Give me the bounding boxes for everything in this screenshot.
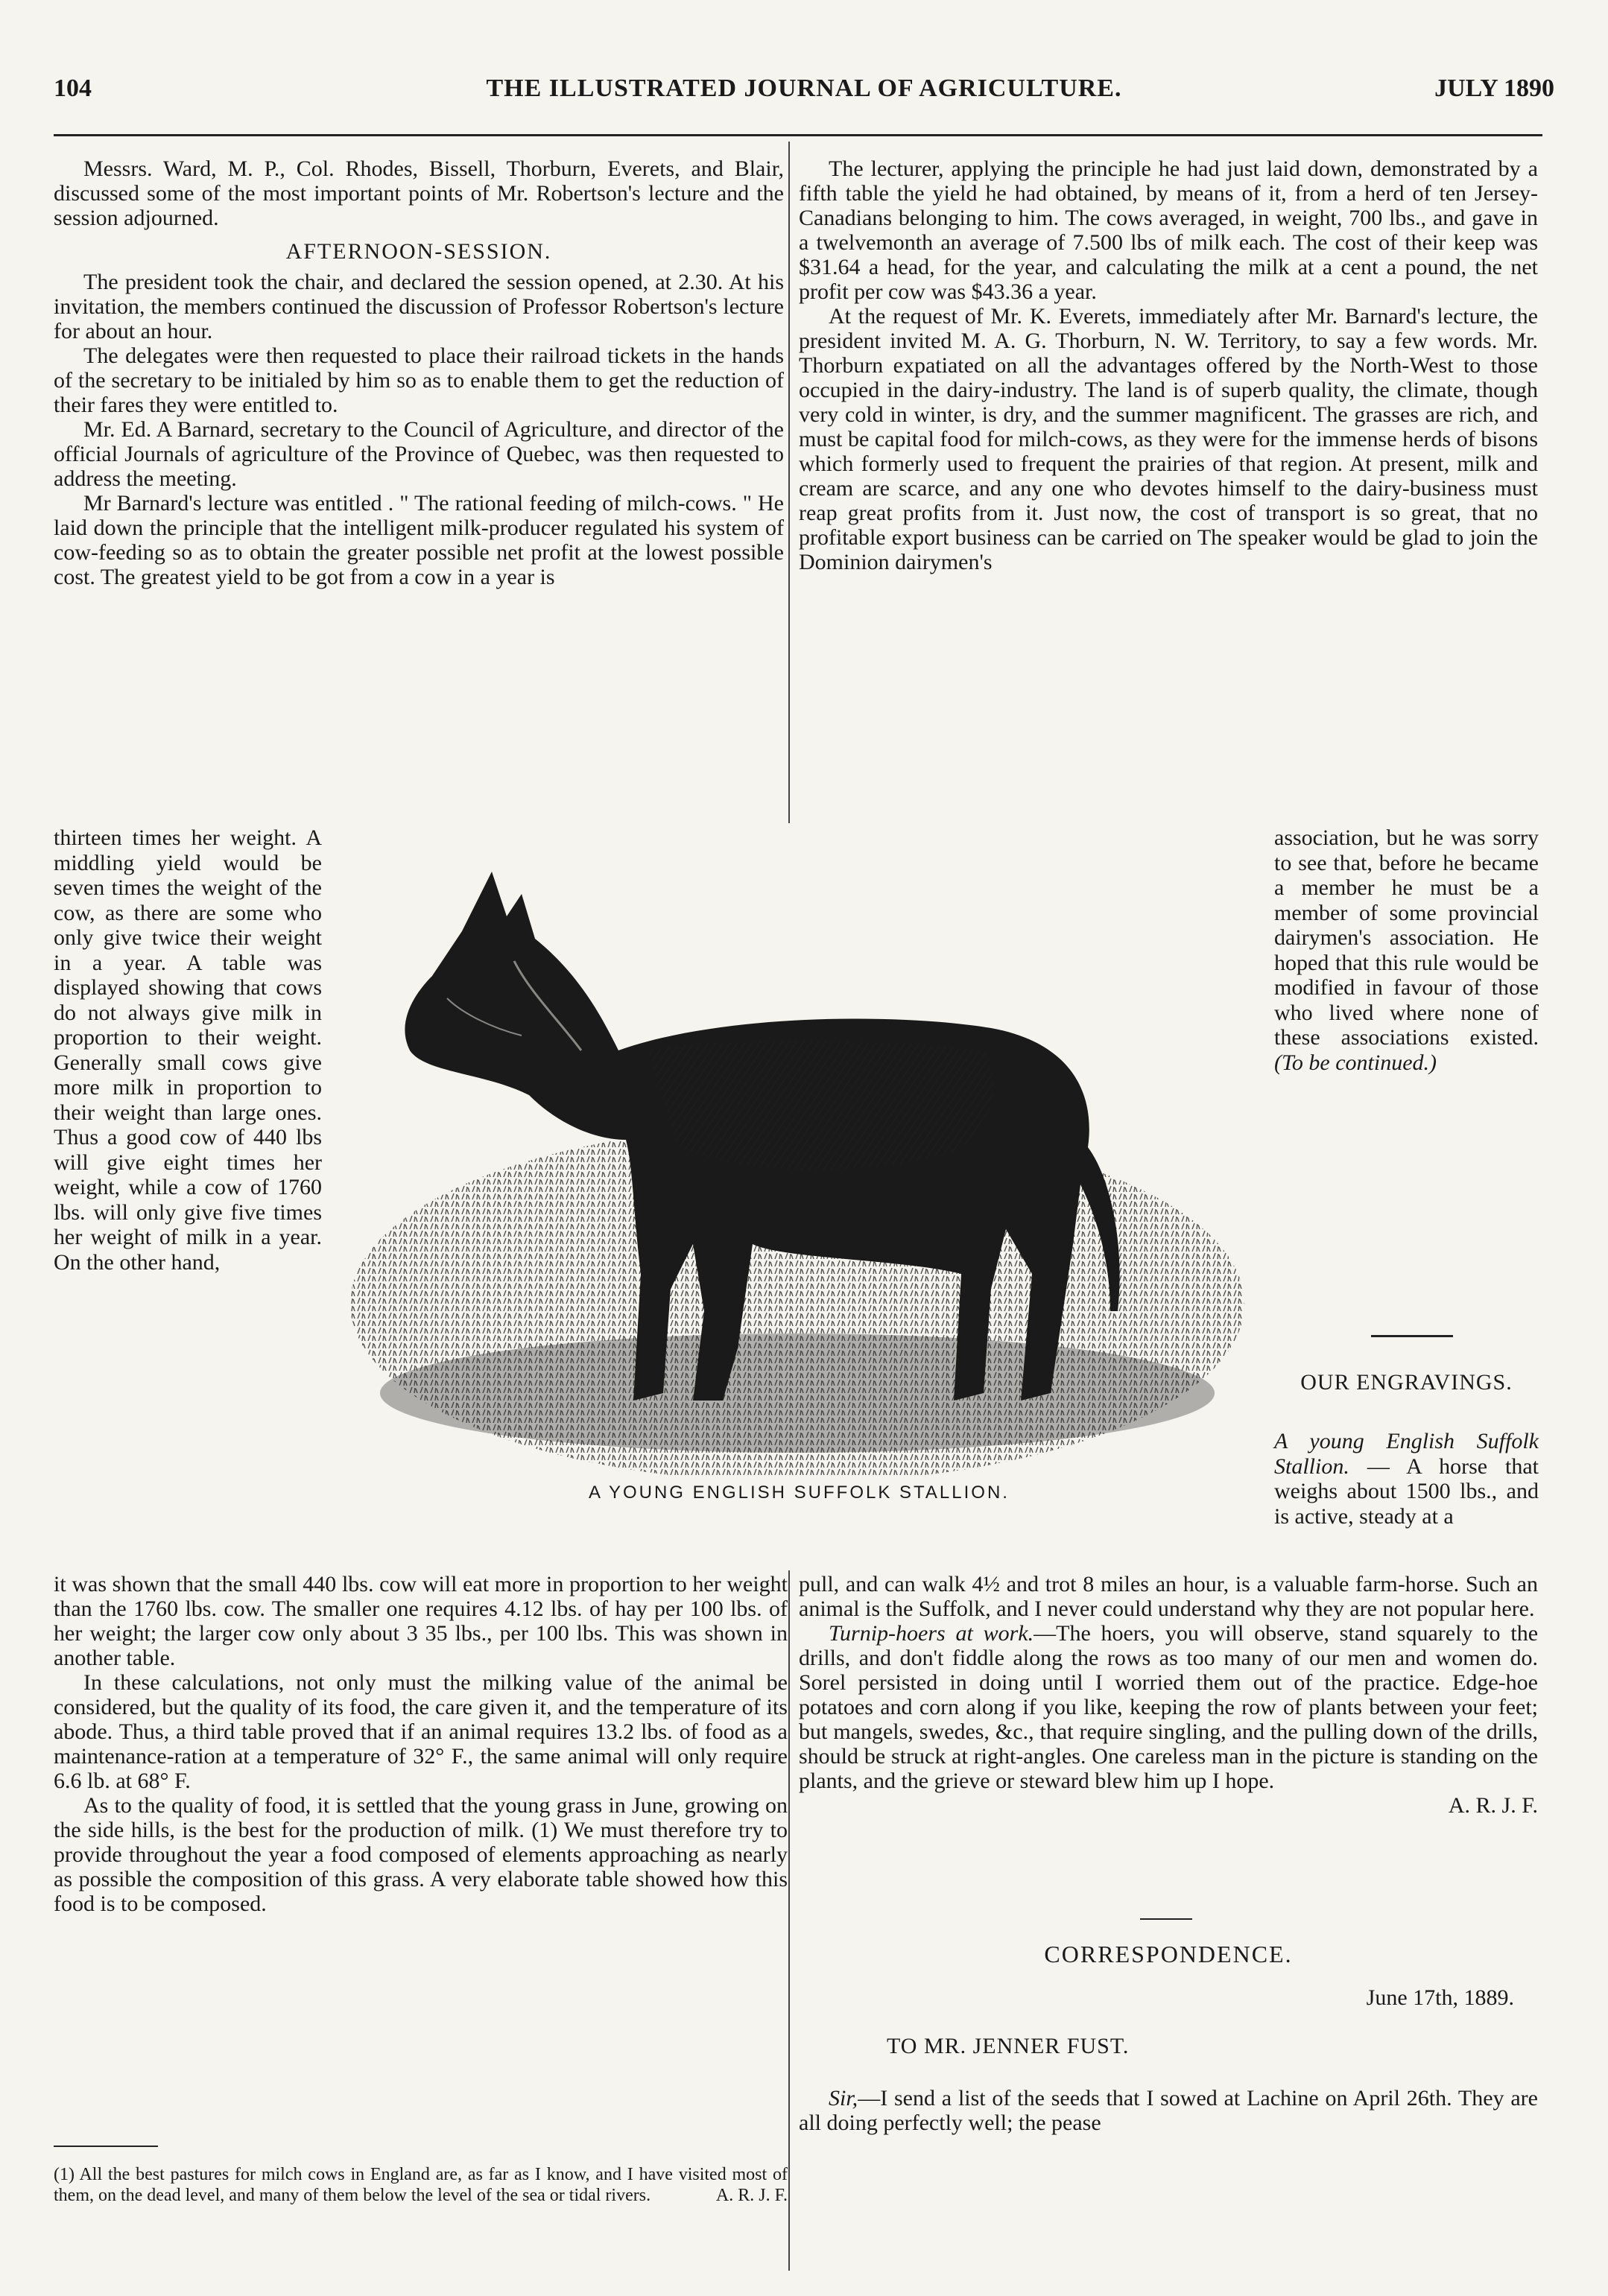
letter-text: —I send a list of the seeds that I sowed at Lachine on April 26th. They are all doing perfectly well; the pease <box>799 2086 1538 2135</box>
engraving-title: A young English Suffolk Stallion. <box>1274 1429 1539 1479</box>
paragraph: In these calculations, not only must the milking value of the animal be considered, but the quality of its food, the care given it, and the temperature of its abode. Thus, a third table proved that if an animal requires 13.2 lbs. of food as a maintenance-ration at a temperature of 32° F., the same animal will only require 6.6 lb. at 68° F. <box>54 1670 788 1793</box>
letter-body <box>799 2086 1538 2135</box>
correspondence-heading: CORRESPONDENCE. <box>1044 1941 1293 1967</box>
article-text: —The hoers, you will observe, stand squarely to the drills, and don't fiddle along the rows as too many of our men and women do. Sorel persisted in doing until I worried them out of the practice. Edge-hoe potatoes and corn along if you like, keeping the row of plants between your feet; but mangels, swedes, &c., that require singling, and the pulling down of the drills, should be struck at right-angles. One careless man in the picture is standing on the plants, and the grieve or steward blew him up I hope. <box>799 1621 1539 1793</box>
paragraph: Mr Barnard's lecture was entitled . " The rational feeding of milch-cows. " He laid down the principle that the intelligent milk-producer regulated his system of cow-feeding so as to obtain the greater possible net profit at the lowest possible cost. The greatest yield to be got from a cow in a year is <box>54 491 784 589</box>
paragraph: pull, and can walk 4½ and trot 8 miles an hour, is a valuable farm-horse. Such an animal is the Suffolk, and I never could understand why they are not popular here. <box>799 1572 1538 1621</box>
journal-title: THE ILLUSTRATED JOURNAL OF AGRICULTURE. <box>486 74 1122 102</box>
running-header <box>54 74 1554 119</box>
paragraph: Messrs. Ward, M. P., Col. Rhodes, Bissell, Thorburn, Everets, and Blair, discussed some of the most important points of Mr. Robertson's lecture and the session adjourned. <box>54 156 784 230</box>
paragraph: The delegates were then requested to place their railroad tickets in the hands of the secretary to be initialed by him so as to enable them to get the reduction of their fares they were entitled to. <box>54 343 784 417</box>
suffolk-stallion-engraving <box>335 827 1263 1475</box>
our-engravings-text <box>1274 1429 1539 1529</box>
footnote-text: (1) All the best pastures for milch cows in England are, as far as I know, and I have visited most of them, on the dead level, and many of them below the level of the sea or tidal rivers. <box>54 2165 788 2205</box>
section-heading: AFTERNOON-SESSION. <box>285 239 552 264</box>
paragraph: At the request of Mr. K. Everets, immediately after Mr. Barnard's lecture, the president invited M. A. G. Thorburn, N. W. Territory, to say a few words. Mr. Thorburn expatiated on all the advantages offered by the North-West to those occupied in the dairy-industry. The land is of superb quality, the climate, though very cold in winter, is dry, and the summer magnificent. The grasses are rich, and must be capital food for milch-cows, as they were for the immense herds of bisons which formerly used to frequent the prairies of that region. At present, milk and cream are scarce, and any one who devotes himself to the dairy-business must reap great profits from it. Just now, the cost of transport is so great, that no profitable export business can be carried on The speaker would be glad to join the Dominion dairymen's <box>799 304 1538 574</box>
engraving-description: — A horse that weighs about 1500 lbs., and is active, steady at a <box>1274 1453 1539 1529</box>
footnote-rule <box>54 2146 158 2147</box>
left-column <box>54 156 784 589</box>
section-rule <box>1140 1918 1192 1920</box>
paragraph <box>799 2086 1538 2135</box>
bottom-left-column <box>54 1572 788 1916</box>
article-title: Turnip-hoers at work. <box>829 1621 1034 1646</box>
wrap-text-left: thirteen times her weight. A middling yield would be seven times the weight of the cow, as there are some who only give twice their weight in a year. A table was displayed showing that cows do not always give milk in proportion to their weight. Generally small cows give more milk in proportion to their weight than large ones. Thus a good cow of 440 lbs will give eight times her weight, while a cow of 1760 lbs. will only give five times her weight of milk in a year. On the other hand, <box>54 825 322 1275</box>
paragraph <box>799 1621 1538 1793</box>
column-divider <box>788 1570 790 2271</box>
our-engravings-heading: OUR ENGRAVINGS. <box>1300 1370 1513 1395</box>
wrap-text-right <box>1274 825 1539 1075</box>
letter-addressee: TO MR. JENNER FUST. <box>887 2034 1130 2058</box>
signature: A. R. J. F. <box>1448 1793 1538 1818</box>
section-rule <box>1371 1335 1453 1337</box>
bottom-right-column <box>799 1572 1538 1818</box>
column-divider <box>788 142 790 823</box>
paragraph: The president took the chair, and declared the session opened, at 2.30. At his invitation, the members continued the discussion of Professor Robertson's lecture for about an hour. <box>54 270 784 343</box>
paragraph: it was shown that the small 440 lbs. cow will eat more in proportion to her weight than the 1760 lbs. cow. The smaller one requires 4.12 lbs. of hay per 100 lbs. of her weight; the larger cow only about 3 35 lbs., per 100 lbs. This was shown in another table. <box>54 1572 788 1670</box>
engraving-caption: A YOUNG ENGLISH SUFFOLK STALLION. <box>589 1482 1010 1503</box>
issue-date: JULY 1890 <box>1434 74 1554 102</box>
page-number: 104 <box>54 74 92 102</box>
to-be-continued: (To be continued.) <box>1274 1050 1437 1075</box>
paragraph: As to the quality of food, it is settled that the young grass in June, growing on the side hills, is the best for the production of milk. (1) We must therefore try to provide throughout the year a food composed of elements approaching as nearly as possible the composition of this grass. A very elaborate table showed how this food is to be composed. <box>54 1793 788 1916</box>
header-rule <box>54 134 1542 136</box>
right-column <box>799 156 1538 574</box>
footnote-signature: A. R. J. F. <box>715 2186 788 2205</box>
paragraph: Mr. Ed. A Barnard, secretary to the Council of Agriculture, and director of the official Journals of agriculture of the Province of Quebec, was then requested to address the meeting. <box>54 417 784 491</box>
paragraph: The lecturer, applying the principle he had just laid down, demonstrated by a fifth table the yield he had obtained, by means of it, from a herd of ten Jersey-Canadians belonging to him. The cows averaged, in weight, 700 lbs., and gave in a twelvemonth an average of 7.500 lbs of milk each. The cost of their keep was $31.64 a head, for the year, and calculating the milk at a cent a pound, the net profit per cow was $43.36 a year. <box>799 156 1538 304</box>
letter-date: June 17th, 1889. <box>1366 1985 1514 2010</box>
wrap-right-text: association, but he was sorry to see that, before he became a member he must be a member of some provincial dairymen's association. He hoped that this rule would be modified in favour of those who lived where none of these associations existed. <box>1274 825 1539 1050</box>
salutation: Sir, <box>829 2086 858 2111</box>
footnote <box>54 2164 788 2206</box>
